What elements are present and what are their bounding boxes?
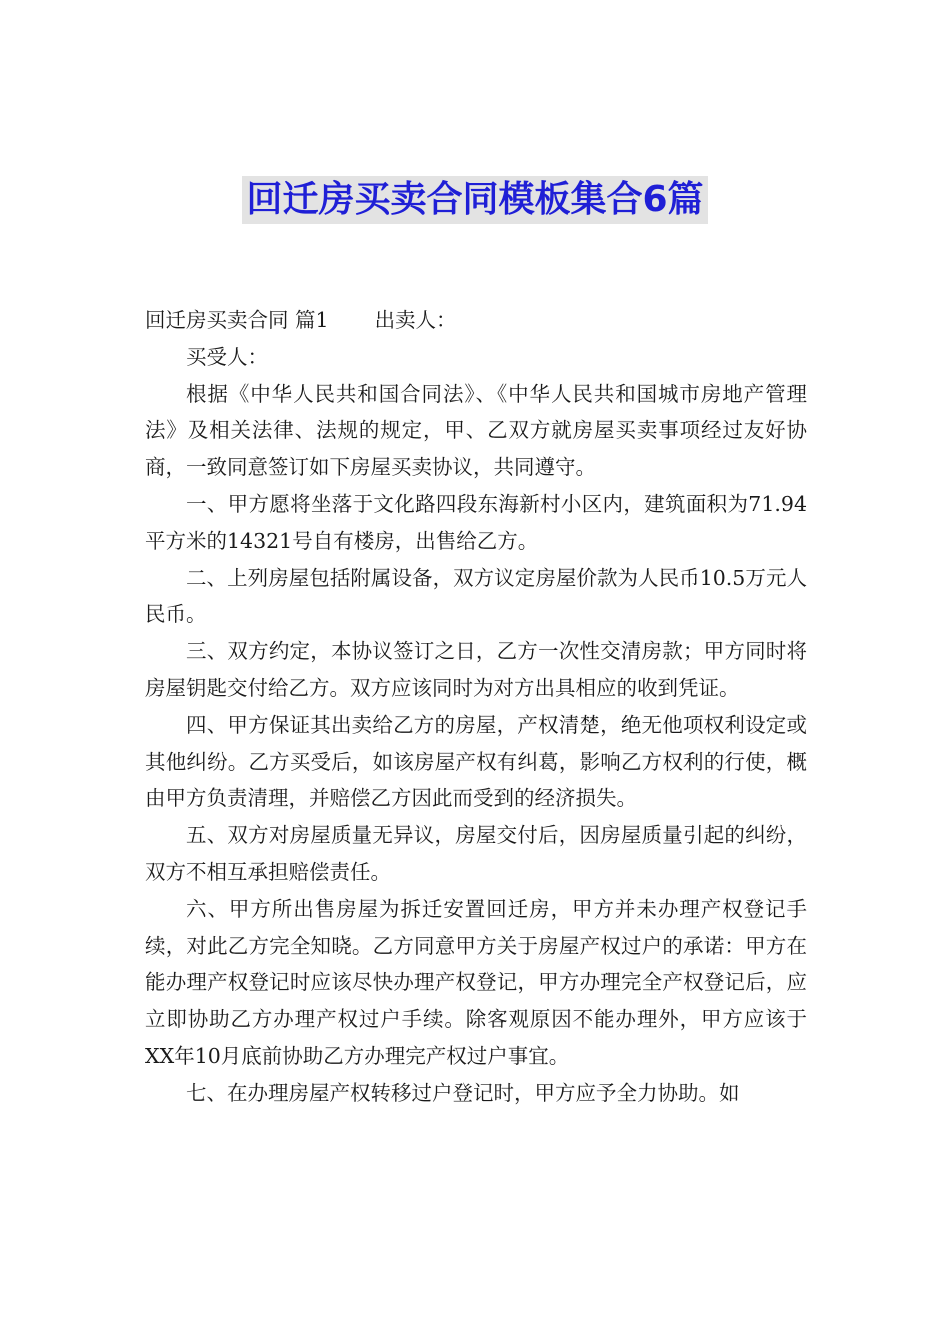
paragraph-preamble: 根据《中华人民共和国合同法》、《中华人民共和国城市房地产管理法》及相关法律、法规的规定，甲、乙双方就房屋买卖事项经过友好协商，一致同意签订如下房屋买卖协议，共同遵守。	[145, 381, 807, 480]
buyer-label: 买受人：	[186, 344, 268, 369]
document-title: 回迁房买卖合同模板集合6篇	[242, 176, 707, 224]
seller-label: 出卖人：	[374, 308, 457, 332]
section-heading: 回迁房买卖合同 篇1	[145, 308, 329, 332]
paragraph-clause-4: 四、甲方保证其出卖给乙方的房屋，产权清楚，绝无他项权利设定或其他纠纷。乙方买受后，如该房屋产权有纠葛，影响乙方权利的行使，概由甲方负责清理，并赔偿乙方因此而受到的经济损失。	[145, 712, 807, 811]
paragraph-clause-6: 六、甲方所出售房屋为拆迁安置回迁房，甲方并未办理产权登记手续，对此乙方完全知晓。乙方同意甲方关于房屋产权过户的承诺：甲方在能办理产权登记时应该尽快办理产权登记，甲方办理完全产权登记后，应立即协助乙方办理产权过户手续。除客观原因不能办理外，甲方应该于XX年10月底前协助乙方办理完产权过户事宜。	[145, 896, 807, 1068]
paragraph-clause-3: 三、双方约定，本协议签订之日，乙方一次性交清房款；甲方同时将房屋钥匙交付给乙方。双方应该同时为对方出具相应的收到凭证。	[145, 639, 807, 700]
document-body	[145, 302, 807, 1112]
paragraph-clause-5: 五、双方对房屋质量无异议，房屋交付后，因房屋质量引起的纠纷，双方不相互承担赔偿责任。	[145, 823, 807, 884]
heading-line	[145, 302, 807, 339]
paragraph-clause-7: 七、在办理房屋产权转移过户登记时，甲方应予全力协助。如	[186, 1080, 740, 1105]
paragraph-clause-2: 二、上列房屋包括附属设备，双方议定房屋价款为人民币10.5万元人民币。	[145, 565, 807, 627]
title-container	[0, 176, 950, 224]
paragraph-clause-1: 一、甲方愿将坐落于文化路四段东海新村小区内，建筑面积为71.94平方米的14321号自有楼房，出售给乙方。	[145, 491, 807, 553]
